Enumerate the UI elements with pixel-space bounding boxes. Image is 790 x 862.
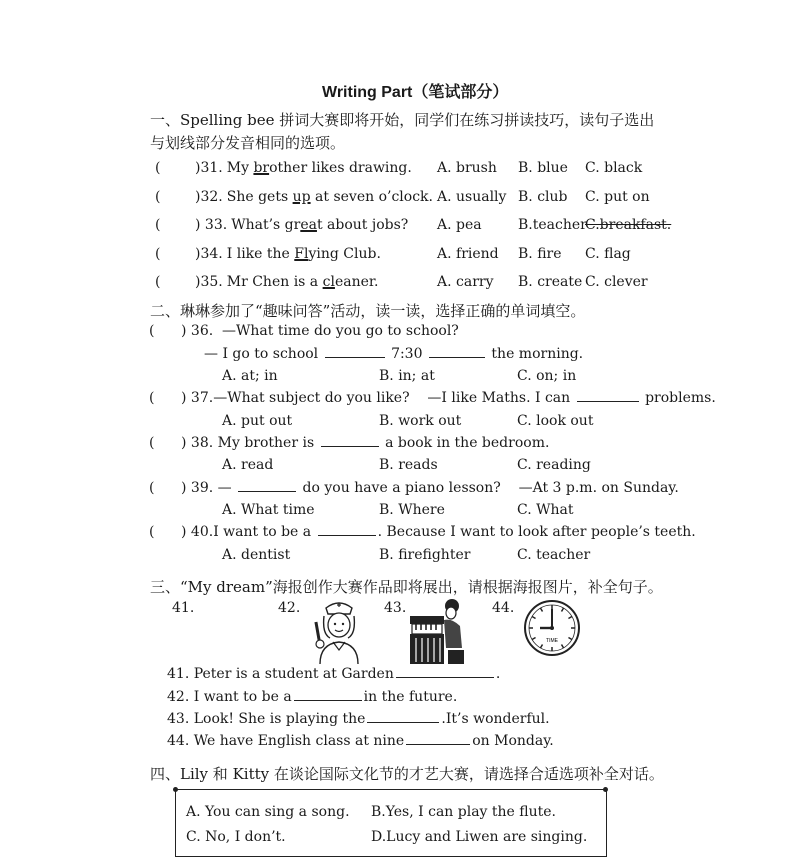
question-40 xyxy=(181,524,696,540)
question-31-pre: My xyxy=(226,160,254,176)
question-37-text-b: —I like Maths. I can xyxy=(427,390,571,406)
picture-label-41: 41. xyxy=(172,600,195,616)
question-36-answer xyxy=(204,346,583,362)
sentence-41-text: 41. Peter is a student at Garden xyxy=(167,666,394,682)
question-32-post: at seven o’clock. xyxy=(310,189,433,205)
question-34-num: )34. xyxy=(195,246,223,262)
option-40-a: A. dentist xyxy=(222,547,291,563)
option-37-c: C. look out xyxy=(517,413,594,429)
answer-paren-32[interactable]: ( xyxy=(155,189,161,205)
option-37-a: A. put out xyxy=(222,413,293,429)
sentence-44-end: on Monday. xyxy=(472,733,554,749)
blank-39[interactable] xyxy=(238,490,296,492)
option-37-b: B. work out xyxy=(379,413,462,429)
answer-paren-33[interactable]: ( xyxy=(155,217,161,233)
question-31-ul: br xyxy=(253,160,270,176)
question-34-ul: Fl xyxy=(294,246,309,262)
section1-header-line2: 与划线部分发音相同的选项。 xyxy=(150,134,346,152)
question-34 xyxy=(195,246,381,262)
blank-37[interactable] xyxy=(577,400,639,402)
picture-label-43: 43. xyxy=(384,600,407,616)
section4-header: 四、Lily 和 Kitty 在谈论国际文化节的才艺大赛，请选择合适选项补全对话。 xyxy=(150,765,664,783)
option-36-a: A. at; in xyxy=(222,368,278,384)
sentence-41-end: . xyxy=(495,666,501,682)
section1-header-line1: 一、Spelling bee 拼词大赛即将开始，同学们在练习拼读技巧，读句子选出 xyxy=(150,111,655,129)
question-32-num: )32. xyxy=(195,189,223,205)
blank-36-2[interactable] xyxy=(429,356,485,358)
question-32-ul: up xyxy=(292,189,311,205)
option-31-b: B. blue xyxy=(518,160,568,176)
box-corner-dot xyxy=(173,787,178,792)
question-40-text-b: . Because I want to look after people’s teeth. xyxy=(377,524,696,540)
option-40-b: B. firefighter xyxy=(379,547,471,563)
question-33-pre: What’s gr xyxy=(231,217,301,233)
question-38 xyxy=(181,435,549,451)
sentence-42-text: 42. I want to be a xyxy=(167,689,292,705)
question-35-pre: Mr Chen is a xyxy=(226,274,323,290)
picture-label-42: 42. xyxy=(278,600,301,616)
question-34-post: ying Club. xyxy=(308,246,381,262)
option-35-c: C. clever xyxy=(585,274,648,290)
answer-paren-39[interactable]: ( xyxy=(149,480,155,496)
question-39-text-c: —At 3 p.m. on Sunday. xyxy=(518,480,679,496)
option-33-c: C.breakfast. xyxy=(585,217,672,233)
blank-42[interactable] xyxy=(294,699,362,701)
answer-paren-37[interactable]: ( xyxy=(149,390,155,406)
question-32 xyxy=(195,189,433,205)
answer-36-part-c: the morning. xyxy=(491,346,584,362)
option-38-c: C. reading xyxy=(517,457,591,473)
question-33-ul: ea xyxy=(300,217,317,233)
answer-paren-40[interactable]: ( xyxy=(149,524,155,540)
sentence-43 xyxy=(167,711,550,727)
blank-44[interactable] xyxy=(406,743,470,745)
answer-paren-38[interactable]: ( xyxy=(149,435,155,451)
option-31-a: A. brush xyxy=(437,160,497,176)
answer-paren-36[interactable]: ( xyxy=(149,323,155,339)
answer-paren-35[interactable]: ( xyxy=(155,274,161,290)
option-35-b: B. create xyxy=(518,274,583,290)
options-box xyxy=(175,789,607,857)
option-32-b: B. club xyxy=(518,189,568,205)
sentence-44 xyxy=(167,733,554,749)
question-39-number: ) 39. xyxy=(181,480,214,496)
question-38-text-a: My brother is xyxy=(217,435,315,451)
option-36-c: C. on; in xyxy=(517,368,577,384)
option-34-c: C. flag xyxy=(585,246,631,262)
option-39-a: A. What time xyxy=(222,502,315,518)
question-37-text-a: —What subject do you like? xyxy=(213,390,410,406)
question-37-text-c: problems. xyxy=(645,390,716,406)
option-39-c: C. What xyxy=(517,502,574,518)
sentence-42 xyxy=(167,689,457,705)
sentence-42-end: in the future. xyxy=(363,689,458,705)
sentence-43-text: 43. Look! She is playing the xyxy=(167,711,366,727)
question-39-text-a: — xyxy=(217,480,232,496)
question-38-number: ) 38. xyxy=(181,435,214,451)
clock-illustration xyxy=(522,598,582,658)
option-40-c: C. teacher xyxy=(517,547,591,563)
question-37 xyxy=(181,390,716,406)
option-32-c: C. put on xyxy=(585,189,650,205)
question-32-pre: She gets xyxy=(226,189,293,205)
question-40-text-a: I want to be a xyxy=(213,524,312,540)
sentence-44-text: 44. We have English class at nine xyxy=(167,733,405,749)
option-38-b: B. reads xyxy=(379,457,438,473)
question-31 xyxy=(195,160,412,176)
question-38-text-b: a book in the bedroom. xyxy=(385,435,550,451)
question-37-number: ) 37. xyxy=(181,390,214,406)
question-35-num: )35. xyxy=(195,274,223,290)
question-35-post: eaner. xyxy=(334,274,379,290)
option-35-a: A. carry xyxy=(437,274,494,290)
sentence-43-end: .It’s wonderful. xyxy=(441,711,550,727)
blank-43[interactable] xyxy=(367,721,439,723)
option-box-b: B.Yes, I can play the flute. xyxy=(371,804,557,820)
option-36-b: B. in; at xyxy=(379,368,435,384)
blank-38[interactable] xyxy=(321,445,379,447)
question-33 xyxy=(195,217,408,233)
blank-41[interactable] xyxy=(396,676,494,678)
option-31-c: C. black xyxy=(585,160,643,176)
blank-40[interactable] xyxy=(318,534,376,536)
blank-36-1[interactable] xyxy=(325,356,385,358)
question-35-ul: cl xyxy=(322,274,335,290)
option-box-a: A. You can sing a song. xyxy=(186,804,350,820)
question-36-number: ) 36. xyxy=(181,323,214,339)
option-38-a: A. read xyxy=(222,457,274,473)
option-39-b: B. Where xyxy=(379,502,445,518)
nurse-illustration xyxy=(308,598,370,666)
answer-36-part-a: — I go to school xyxy=(204,346,319,362)
picture-label-44: 44. xyxy=(492,600,515,616)
piano-player-illustration xyxy=(408,596,470,666)
question-33-post: t about jobs? xyxy=(316,217,409,233)
option-34-b: B. fire xyxy=(518,246,562,262)
question-31-num: )31. xyxy=(195,160,223,176)
answer-paren-34[interactable]: ( xyxy=(155,246,161,262)
question-35 xyxy=(195,274,378,290)
question-31-post: other likes drawing. xyxy=(269,160,412,176)
question-33-num: ) 33. xyxy=(195,217,228,233)
option-33-b: B.teacher xyxy=(518,217,587,233)
section3-header: 三、“My dream”海报创作大赛作品即将展出，请根据海报图片，补全句子。 xyxy=(150,578,663,596)
section2-header: 二、琳琳参加了“趣味问答”活动，读一读，选择正确的单词填空。 xyxy=(150,302,586,320)
box-corner-dot xyxy=(603,787,608,792)
clock-brand-text: TIME xyxy=(546,638,558,644)
question-39-text-b: do you have a piano lesson? xyxy=(302,480,501,496)
page-title: Writing Part（笔试部分） xyxy=(322,84,509,101)
sentence-41 xyxy=(167,666,500,682)
answer-paren-31[interactable]: ( xyxy=(155,160,161,176)
question-34-pre: I like the xyxy=(226,246,295,262)
question-40-number: ) 40. xyxy=(181,524,214,540)
question-39 xyxy=(181,480,679,496)
option-box-d: D.Lucy and Liwen are singing. xyxy=(371,829,588,845)
option-33-a: A. pea xyxy=(437,217,482,233)
question-36-text: —What time do you go to school? xyxy=(222,323,459,339)
option-34-a: A. friend xyxy=(437,246,499,262)
option-32-a: A. usually xyxy=(437,189,507,205)
answer-36-part-b: 7:30 xyxy=(391,346,423,362)
option-box-c: C. No, I don’t. xyxy=(186,829,286,845)
